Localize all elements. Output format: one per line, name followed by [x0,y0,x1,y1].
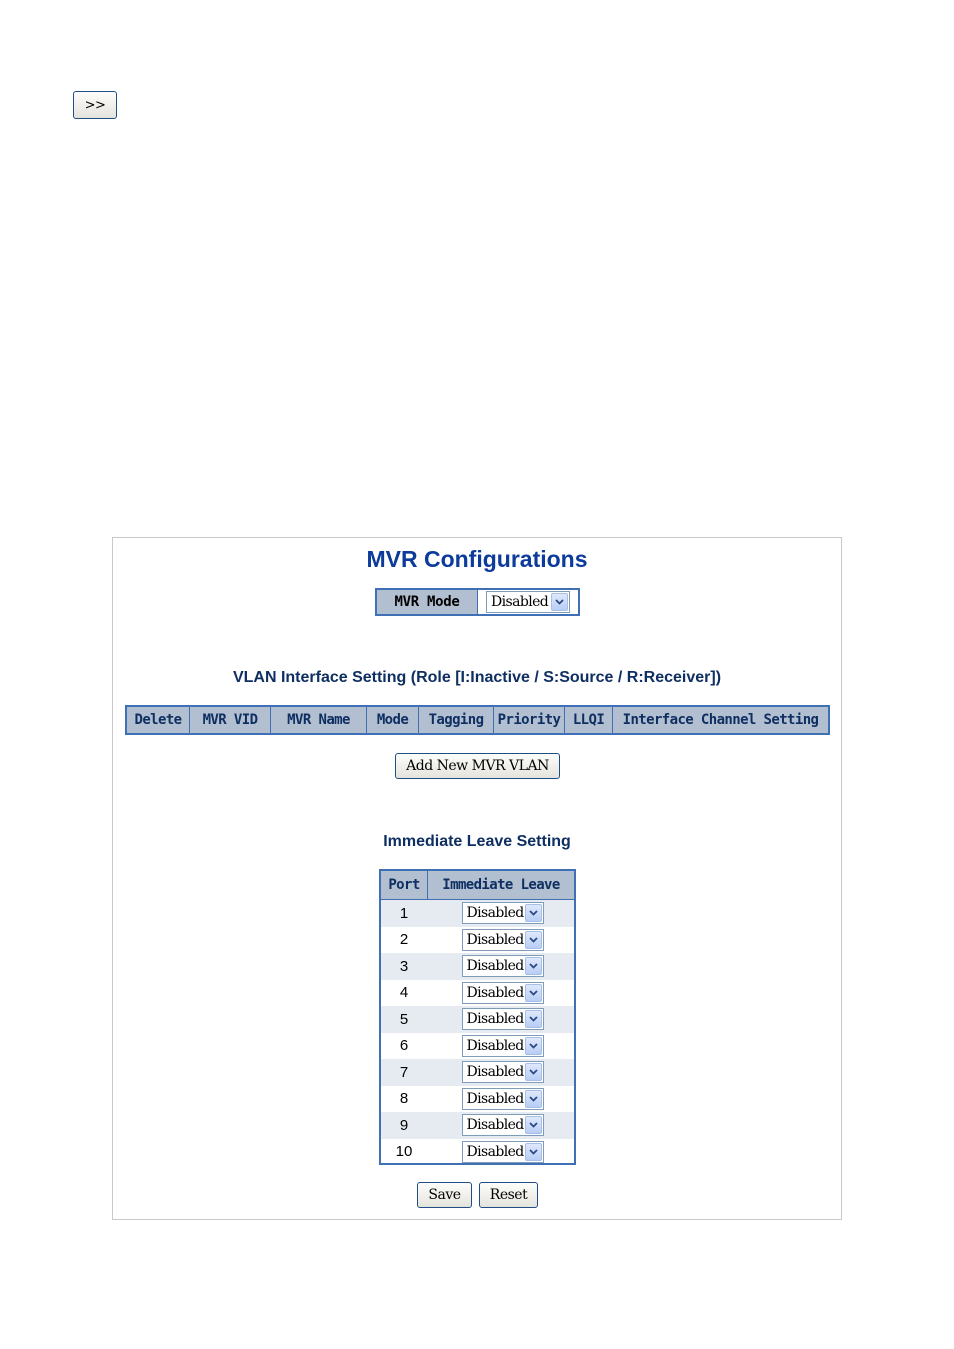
col-interface-channel-setting: Interface Channel Setting [622,712,819,728]
immediate-leave-value: Disabled [466,931,524,948]
port-number: 8 [399,1090,409,1108]
chevron-down-icon[interactable] [525,1116,542,1134]
port-number: 4 [399,984,409,1002]
immediate-leave-value: Disabled [466,1064,524,1081]
expand-button[interactable]: >> [73,91,117,119]
col-mode: Mode [367,707,419,733]
table-row [381,1059,574,1086]
mvr-mode-select[interactable] [486,591,570,613]
reset-button[interactable]: Reset [479,1182,538,1208]
immediate-leave-select[interactable] [462,982,544,1004]
col-tagging: Tagging [419,707,494,733]
port-number: 6 [399,1037,409,1055]
port-number: 10 [395,1143,413,1161]
immediate-leave-cell [427,1035,574,1057]
immediate-leave-value: Disabled [466,1037,524,1054]
col-port: Port [381,871,428,899]
immediate-leave-select[interactable] [462,1114,544,1136]
chevron-down-icon[interactable] [525,931,542,949]
table-row [381,1112,574,1139]
mvr-mode-table [375,588,580,616]
immediate-leave-select[interactable] [462,1035,544,1057]
col-delete: Delete [127,707,190,733]
immediate-leave-value: Disabled [466,905,524,922]
chevron-down-icon[interactable] [525,957,542,975]
chevron-down-icon[interactable] [551,593,568,611]
immediate-leave-value: Disabled [466,1011,524,1028]
immediate-leave-select[interactable] [462,955,544,977]
immediate-leave-value: Disabled [466,958,524,975]
immediate-leave-cell [427,955,574,977]
immediate-leave-table [379,869,576,1165]
chevron-down-icon[interactable] [525,1090,542,1108]
immediate-leave-select[interactable] [462,929,544,951]
chevron-down-icon[interactable] [525,984,542,1002]
immediate-leave-value: Disabled [466,1090,524,1107]
col-immediate-leave: Immediate Leave [442,877,560,893]
immediate-leave-cell [427,929,574,951]
immediate-leave-select[interactable] [462,902,544,924]
immediate-leave-value: Disabled [466,1117,524,1134]
chevron-down-icon[interactable] [525,1143,542,1161]
mvr-config-panel [112,537,842,1220]
add-new-mvr-vlan-button[interactable]: Add New MVR VLAN [395,753,560,779]
immediate-leave-select[interactable] [462,1061,544,1083]
immediate-leave-select[interactable] [462,1008,544,1030]
immediate-leave-cell [427,1088,574,1110]
col-llqi: LLQI [565,707,613,733]
save-button[interactable]: Save [417,1182,472,1208]
col-priority: Priority [494,707,565,733]
chevron-down-icon[interactable] [525,904,542,922]
table-row [381,1086,574,1113]
vlan-interface-heading: VLAN Interface Setting (Role [I:Inactive / S:Source / R:Receiver]) [232,669,722,686]
chevron-down-icon[interactable] [525,1063,542,1081]
mvr-mode-label: MVR Mode [377,590,478,614]
immediate-leave-cell [427,1008,574,1030]
port-number: 3 [399,957,409,975]
immediate-leave-heading: Immediate Leave Setting [383,833,571,850]
immediate-leave-value: Disabled [466,1143,524,1160]
table-row [381,927,574,954]
col-mvr-name: MVR Name [271,707,367,733]
table-row [381,953,574,980]
immediate-leave-cell [427,1141,574,1163]
port-number: 2 [399,931,409,949]
port-number: 1 [399,904,409,922]
port-number: 9 [399,1116,409,1134]
table-row [381,980,574,1007]
page-title: MVR Configurations [366,546,588,572]
table-row [381,900,574,927]
mvr-mode-cell [478,590,578,614]
immediate-leave-cell [427,982,574,1004]
table-row [381,1006,574,1033]
chevron-down-icon[interactable] [525,1037,542,1055]
immediate-leave-cell [427,902,574,924]
immediate-leave-cell [427,1061,574,1083]
immediate-leave-select[interactable] [462,1088,544,1110]
table-row [381,1139,574,1166]
port-number: 7 [399,1063,409,1081]
immediate-leave-value: Disabled [466,984,524,1001]
mvr-mode-value: Disabled [491,594,549,610]
immediate-leave-select[interactable] [462,1141,544,1163]
port-number: 5 [399,1010,409,1028]
immediate-leave-cell [427,1114,574,1136]
immediate-leave-rows [381,900,574,1165]
col-mvr-vid: MVR VID [190,707,271,733]
immediate-leave-header [381,871,574,900]
chevron-down-icon[interactable] [525,1010,542,1028]
vlan-interface-table [125,705,830,735]
table-row [381,1033,574,1060]
